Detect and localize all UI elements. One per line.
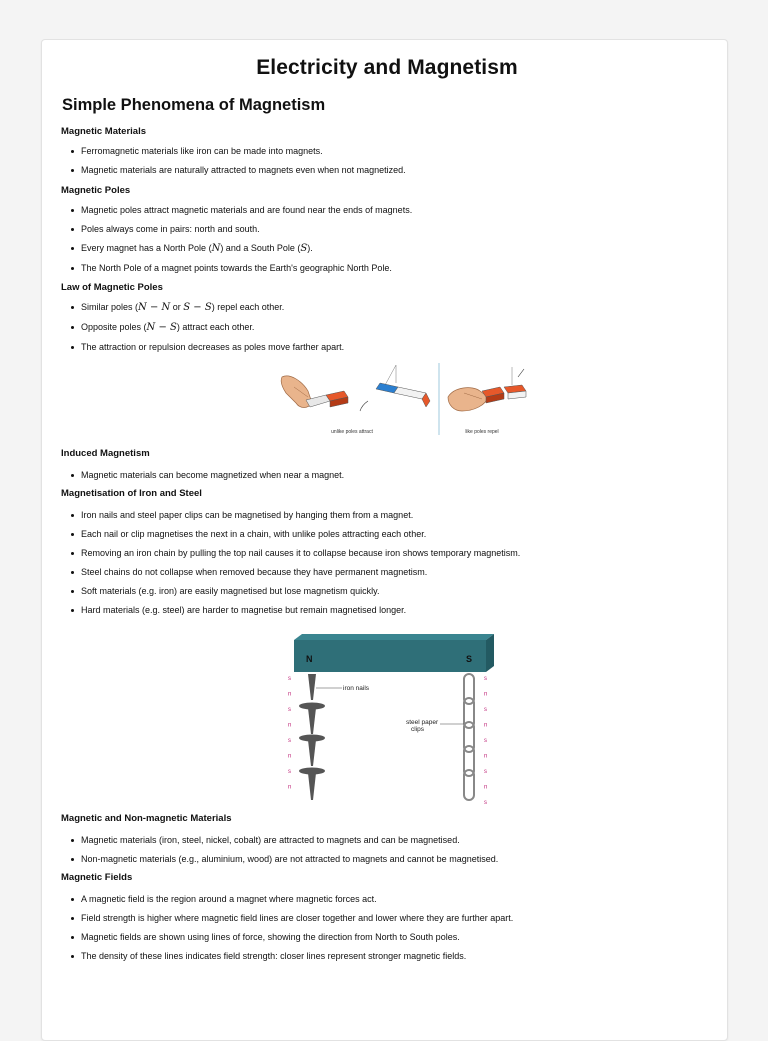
list-item: Magnetic poles attract magnetic materials and are found near the ends of magnets.: [61, 204, 711, 216]
list-item: Non-magnetic materials (e.g., aluminium, wood) are not attracted to magnets and cannot be magnetised.: [61, 853, 711, 865]
math-expression: S − S: [183, 302, 212, 313]
pole-label: n: [484, 753, 488, 760]
pole-label: s: [288, 738, 291, 744]
math-symbol: N: [211, 243, 221, 254]
subheading-magnetic-poles: Magnetic Poles: [61, 185, 131, 196]
math-expression: N − S: [146, 322, 177, 333]
list-item: Steel chains do not collapse when removed because they have permanent magnetism.: [61, 566, 711, 578]
pole-label: n: [288, 691, 292, 698]
list-item: Poles always come in pairs: north and south.: [61, 223, 711, 235]
text-run: Similar poles (: [81, 302, 139, 312]
subheading-magnetic-materials: Magnetic Materials: [61, 126, 146, 137]
text-run: ) repel each other.: [211, 302, 285, 312]
nail-pole-labels: [288, 676, 291, 791]
magnetic-fields-section: [61, 871, 711, 962]
non-magnetic-section: [61, 812, 711, 865]
section-heading: Simple Phenomena of Magnetism: [62, 96, 326, 114]
pole-label: n: [288, 784, 292, 791]
subheading-law-of-poles: Law of Magnetic Poles: [61, 282, 163, 293]
magnet-south-label: S: [466, 654, 473, 664]
iron-steel-chain-figure: [286, 630, 501, 810]
list-item: The North Pole of a magnet points towards the Earth's geographic North Pole.: [61, 262, 711, 274]
list-item: Magnetic fields are shown using lines of force, showing the direction from North to South poles.: [61, 931, 711, 943]
magnetisation-section: [61, 487, 711, 616]
magnetic-poles-section: [61, 184, 711, 274]
pole-label: n: [484, 691, 488, 698]
page-title: Electricity and Magnetism: [256, 56, 518, 79]
content-card: [41, 39, 728, 1041]
hanging-magnet-left: [360, 365, 430, 411]
list-item: Hard materials (e.g. steel) are harder to magnetise but remain magnetised longer.: [61, 604, 711, 616]
subheading-magnetic-fields: Magnetic Fields: [61, 872, 133, 883]
pole-label: s: [288, 707, 291, 713]
poles-attract-repel-figure: [268, 363, 528, 435]
list-item: The attraction or repulsion decreases as poles move farther apart.: [61, 341, 711, 353]
pole-label: n: [288, 722, 292, 729]
caption-like-poles: like poles repel: [465, 429, 499, 435]
pole-label: n: [288, 753, 292, 760]
pole-label: n: [484, 722, 488, 729]
pole-label: s: [484, 738, 487, 744]
list-item: A magnetic field is the region around a magnet where magnetic forces act.: [61, 893, 711, 905]
text-run: or: [170, 302, 184, 312]
subheading-non-magnetic: Magnetic and Non-magnetic Materials: [61, 813, 232, 824]
list-item: Iron nails and steel paper clips can be magnetised by hanging them from a magnet.: [61, 509, 711, 521]
pole-label: s: [484, 676, 487, 682]
subheading-magnetisation: Magnetisation of Iron and Steel: [61, 488, 202, 499]
list-item: Each nail or clip magnetises the next in a chain, with unlike poles attracting each other.: [61, 528, 711, 540]
pole-label: n: [484, 784, 488, 791]
hanging-magnet-right: [504, 367, 526, 399]
pole-label: s: [288, 676, 291, 682]
list-item: Field strength is higher where magnetic field lines are closer together and lower where they are further apart.: [61, 912, 711, 924]
steel-clip-chain: [464, 674, 474, 800]
list-item: Ferromagnetic materials like iron can be made into magnets.: [61, 145, 711, 157]
text-run: ) and a South Pole (: [220, 243, 301, 253]
steel-clips-label-line1: steel paper: [406, 719, 439, 726]
steel-clips-label-line2: clips: [411, 726, 425, 733]
induced-magnetism-section: [61, 447, 711, 481]
list-item: Magnetic materials are naturally attracted to magnets even when not magnetized.: [61, 164, 711, 176]
text-run: ) attract each other.: [176, 322, 255, 332]
iron-nails-label: iron nails: [343, 685, 370, 692]
held-magnet-left: [306, 391, 348, 407]
pole-label: s: [484, 769, 487, 775]
text-run: Opposite poles (: [81, 322, 147, 332]
math-expression: N − N: [138, 302, 171, 313]
list-item: The density of these lines indicates field strength: closer lines represent stronger magnetic fields.: [61, 950, 711, 962]
text-run: ).: [307, 243, 313, 253]
list-item: [61, 321, 711, 334]
list-item: Removing an iron chain by pulling the top nail causes it to collapse because iron shows temporary magnetism.: [61, 547, 711, 559]
list-item: Soft materials (e.g. iron) are easily magnetised but lose magnetism quickly.: [61, 585, 711, 597]
list-item: Magnetic materials can become magnetized when near a magnet.: [61, 469, 711, 481]
caption-unlike-poles: unlike poles attract: [331, 429, 373, 435]
pole-label: s: [288, 769, 291, 775]
subheading-induced-magnetism: Induced Magnetism: [61, 448, 150, 459]
list-item: [61, 301, 711, 314]
iron-nail-chain: [299, 674, 325, 800]
pole-label: s: [484, 800, 487, 806]
pole-label: s: [484, 707, 487, 713]
math-symbol: S: [300, 243, 308, 254]
clip-pole-labels: [484, 676, 487, 806]
magnet-north-label: N: [306, 654, 313, 664]
bar-magnet: [294, 634, 494, 672]
list-item: [61, 242, 711, 255]
article: [62, 54, 712, 116]
magnetic-materials-section: [61, 125, 711, 176]
text-run: Every magnet has a North Pole (: [81, 243, 212, 253]
law-of-poles-section: [61, 281, 711, 353]
list-item: Magnetic materials (iron, steel, nickel, cobalt) are attracted to magnets and can be magnetised.: [61, 834, 711, 846]
